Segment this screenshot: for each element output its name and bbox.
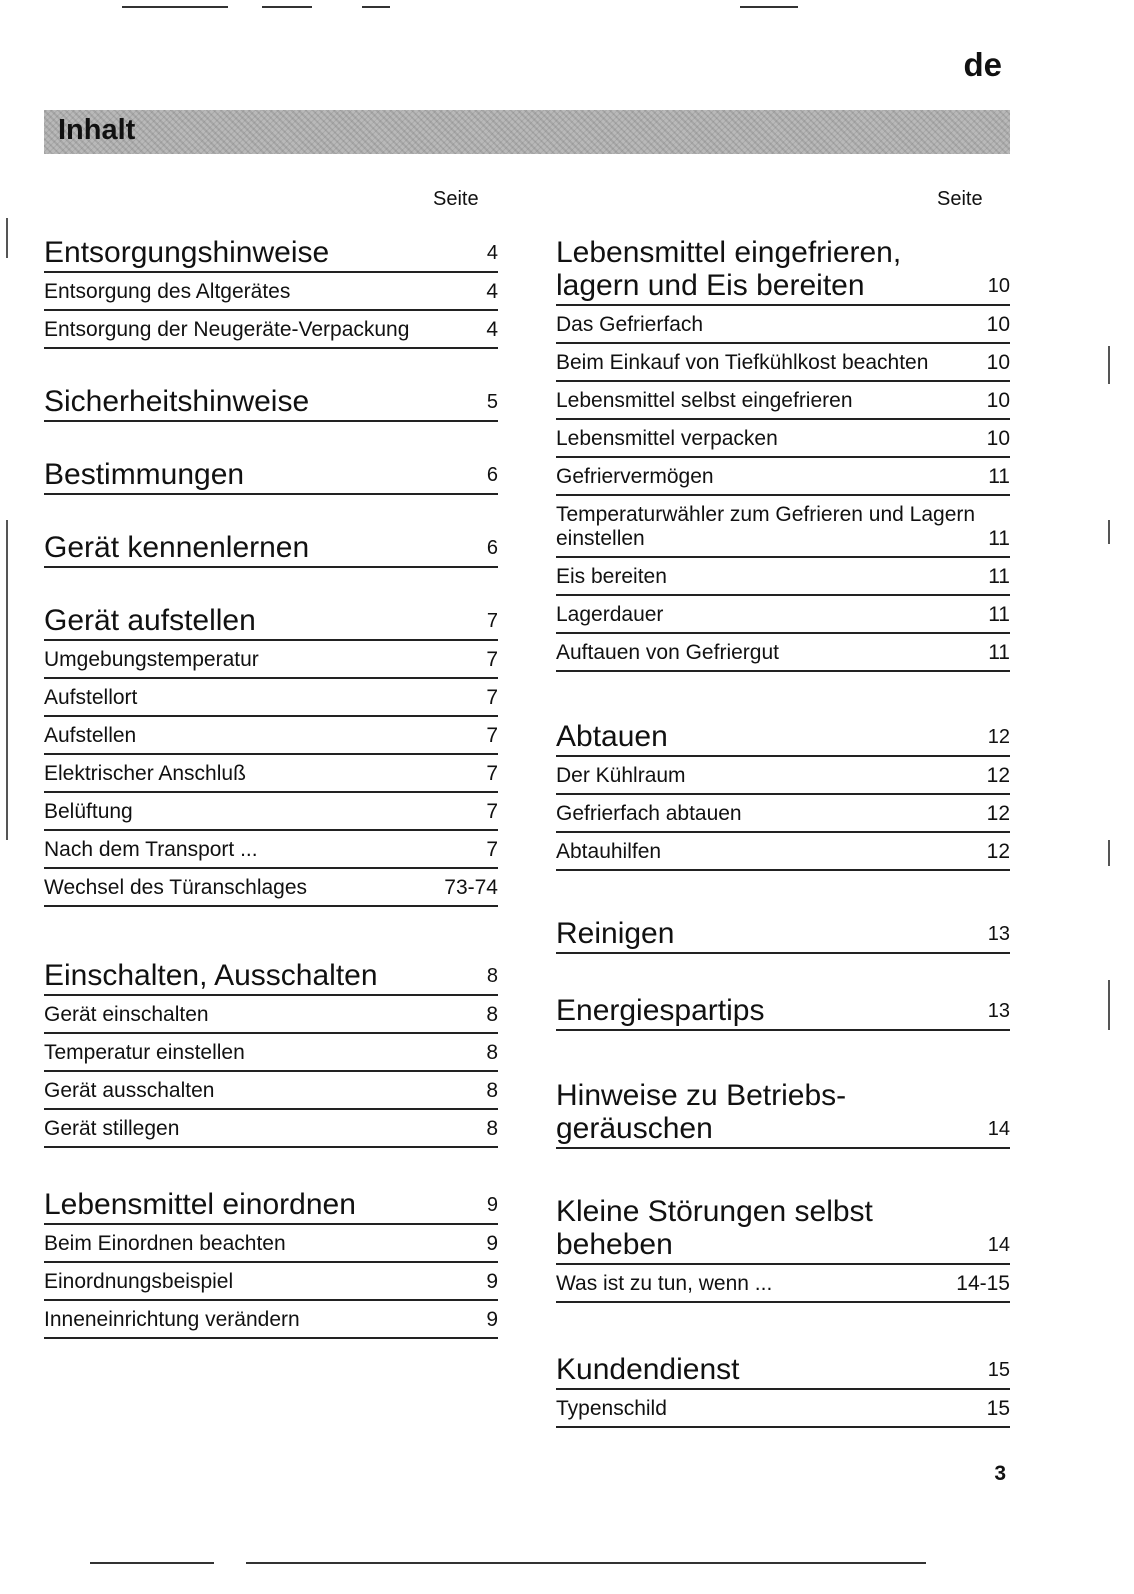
toc-entry-page: 12: [986, 840, 1010, 863]
toc-entry[interactable]: [44, 1225, 498, 1263]
toc-entry-page: 8: [486, 1117, 498, 1140]
scan-artifact-top-3: [362, 6, 390, 8]
toc-section: [556, 917, 1010, 954]
toc-right-column: [556, 236, 1010, 1428]
toc-section: [44, 1188, 498, 1339]
toc-entry[interactable]: [556, 795, 1010, 833]
toc-section-heading[interactable]: [556, 917, 1010, 954]
toc-entry[interactable]: [44, 793, 498, 831]
toc-entry-page: 7: [486, 686, 498, 709]
toc-entry-label: Entsorgung des Altgerätes: [44, 280, 291, 303]
toc-entry-page: 12: [986, 802, 1010, 825]
toc-entry-label: Einordnungsbeispiel: [44, 1270, 234, 1293]
toc-entry-page: 4: [486, 280, 498, 303]
toc-entry-label: Gerät einschalten: [44, 1003, 209, 1026]
toc-entry-page: 10: [986, 389, 1010, 412]
toc-entry[interactable]: [44, 1263, 498, 1301]
scan-artifact-top-4: [740, 6, 798, 8]
toc-entry-label: Beim Einordnen beachten: [44, 1232, 286, 1255]
toc-entry-page: 11: [988, 565, 1010, 588]
toc-entry-page: 11: [988, 465, 1010, 488]
toc-entry-label: Inneneinrichtung verändern: [44, 1308, 300, 1331]
toc-section-title: Abtauen: [556, 720, 668, 753]
toc-section-heading[interactable]: [44, 531, 498, 568]
toc-entry-page: 8: [486, 1041, 498, 1064]
toc-entry-label: Temperatur einstellen: [44, 1041, 245, 1064]
toc-section-heading[interactable]: [556, 236, 1010, 306]
toc-section-title: Energiespartips: [556, 994, 765, 1027]
toc-entry-label: Temperaturwähler zum Gefrieren und Lagern einstellen: [556, 503, 976, 550]
page-title: Inhalt: [58, 114, 136, 146]
toc-section: [556, 1353, 1010, 1428]
toc-entry[interactable]: [556, 757, 1010, 795]
toc-left-column: [44, 236, 498, 1339]
toc-entry-page: 7: [486, 838, 498, 861]
toc-section: [44, 458, 498, 495]
toc-entry[interactable]: [44, 717, 498, 755]
toc-entry[interactable]: [556, 1265, 1010, 1303]
toc-section-page: 14: [987, 1234, 1010, 1256]
toc-entry[interactable]: [556, 558, 1010, 596]
toc-entry-label: Aufstellen: [44, 724, 137, 747]
scan-artifact-top-1: [122, 6, 228, 8]
toc-section-title: Reinigen: [556, 917, 675, 950]
toc-section-heading[interactable]: [44, 959, 498, 996]
toc-section-title: Lebensmittel einordnen: [44, 1188, 356, 1221]
toc-entry-label: Elektrischer Anschluß: [44, 762, 246, 785]
toc-section-title: Kleine Störungen selbst beheben: [556, 1195, 873, 1261]
toc-entry-page: 12: [986, 764, 1010, 787]
page-column-header-left: Seite: [433, 188, 479, 210]
toc-entry[interactable]: [44, 311, 498, 349]
toc-section-page: 13: [987, 1000, 1010, 1022]
toc-entry[interactable]: [556, 420, 1010, 458]
toc-entry[interactable]: [44, 641, 498, 679]
toc-entry[interactable]: [44, 869, 498, 907]
toc-entry-page: 10: [986, 351, 1010, 374]
title-banner: [44, 110, 1010, 154]
toc-section-page: 14: [987, 1118, 1010, 1140]
toc-entry-page: 7: [486, 724, 498, 747]
toc-entry[interactable]: [44, 831, 498, 869]
toc-section-page: 6: [486, 537, 498, 559]
toc-entry-page: 10: [986, 427, 1010, 450]
toc-entry[interactable]: [44, 755, 498, 793]
toc-entry[interactable]: [44, 1034, 498, 1072]
scan-artifact-bottom-1: [90, 1562, 214, 1564]
toc-section-heading[interactable]: [556, 1079, 1010, 1149]
toc-section: [44, 959, 498, 1148]
scan-artifact-right-2: [1108, 520, 1110, 544]
toc-entry[interactable]: [44, 996, 498, 1034]
toc-section-heading[interactable]: [44, 458, 498, 495]
scan-artifact-left-2: [6, 520, 8, 840]
toc-section: [556, 236, 1010, 672]
toc-entry-label: Wechsel des Türanschlages: [44, 876, 308, 899]
toc-entry-page: 11: [988, 603, 1010, 626]
toc-section-heading[interactable]: [556, 994, 1010, 1031]
toc-entry-label: Umgebungstemperatur: [44, 648, 259, 671]
toc-entry-label: Was ist zu tun, wenn ...: [556, 1272, 773, 1295]
toc-section-page: 5: [486, 391, 498, 413]
toc-section-page: 6: [486, 464, 498, 486]
toc-entry[interactable]: [556, 344, 1010, 382]
toc-entry-label: Typenschild: [556, 1397, 667, 1420]
toc-entry-page: 8: [486, 1003, 498, 1026]
toc-entry[interactable]: [556, 1390, 1010, 1428]
toc-entry-label: Lebensmittel selbst eingefrieren: [556, 389, 853, 412]
scan-artifact-top-2: [262, 6, 312, 8]
toc-entry-page: 9: [486, 1270, 498, 1293]
toc-section-title: Gerät kennenlernen: [44, 531, 310, 564]
toc-section-heading[interactable]: [556, 720, 1010, 757]
toc-section-heading[interactable]: [556, 1195, 1010, 1265]
toc-section-title: Lebensmittel eingefrieren, lagern und Eis bereiten: [556, 236, 902, 302]
toc-entry-label: Das Gefrierfach: [556, 313, 704, 336]
toc-entry-page: 11: [988, 641, 1010, 664]
toc-entry-page: 11: [988, 527, 1010, 550]
toc-section-heading[interactable]: [44, 236, 498, 273]
toc-entry-label: Auftauen von Gefriergut: [556, 641, 779, 664]
toc-entry[interactable]: [556, 306, 1010, 344]
scan-artifact-bottom-2: [246, 1562, 926, 1564]
toc-section: [556, 994, 1010, 1031]
page-column-header-right: Seite: [937, 188, 983, 210]
toc-entry[interactable]: [556, 382, 1010, 420]
scan-artifact-right-3: [1108, 840, 1110, 866]
toc-entry-label: Nach dem Transport ...: [44, 838, 258, 861]
toc-section-heading[interactable]: [44, 385, 498, 422]
toc-entry-label: Gefrierfach abtauen: [556, 802, 742, 825]
toc-section-page: 4: [486, 242, 498, 264]
toc-entry-label: Beim Einkauf von Tiefkühlkost beachten: [556, 351, 929, 374]
toc-section-title: Hinweise zu Betriebs-geräuschen: [556, 1079, 847, 1145]
toc-entry-page: 15: [986, 1397, 1010, 1420]
toc-entry-page: 7: [486, 800, 498, 823]
toc-entry-label: Gerät stillegen: [44, 1117, 180, 1140]
toc-section-title: Sicherheitshinweise: [44, 385, 310, 418]
toc-entry[interactable]: [556, 496, 1010, 558]
toc-entry-page: 7: [486, 648, 498, 671]
scan-artifact-left-1: [6, 218, 8, 258]
toc-entry-page: 73-74: [444, 876, 498, 899]
toc-section-heading[interactable]: [556, 1353, 1010, 1390]
toc-entry-page: 10: [986, 313, 1010, 336]
toc-section-heading[interactable]: [44, 1188, 498, 1225]
toc-section: [44, 385, 498, 422]
toc-section-page: 15: [987, 1359, 1010, 1381]
toc-entry-label: Eis bereiten: [556, 565, 667, 588]
toc-section-title: Gerät aufstellen: [44, 604, 256, 637]
toc-entry-page: 7: [486, 762, 498, 785]
toc-entry-page: 9: [486, 1308, 498, 1331]
toc-entry-label: Aufstellort: [44, 686, 138, 709]
toc-entry-label: Lagerdauer: [556, 603, 664, 626]
toc-entry-label: Belüftung: [44, 800, 133, 823]
toc-section-page: 10: [987, 275, 1010, 297]
toc-section-title: Bestimmungen: [44, 458, 245, 491]
toc-entry[interactable]: [44, 273, 498, 311]
toc-section-title: Einschalten, Ausschalten: [44, 959, 378, 992]
scan-artifact-right-4: [1108, 980, 1110, 1030]
toc-entry[interactable]: [44, 1110, 498, 1148]
toc-entry[interactable]: [556, 634, 1010, 672]
toc-entry[interactable]: [556, 596, 1010, 634]
toc-entry-page: 4: [486, 318, 498, 341]
toc-entry[interactable]: [556, 458, 1010, 496]
toc-section: [556, 1195, 1010, 1303]
scan-artifact-right-1: [1108, 346, 1110, 384]
toc-entry-label: Gefriervermögen: [556, 465, 714, 488]
toc-entry-page: 8: [486, 1079, 498, 1102]
toc-entry-page: 14-15: [956, 1272, 1010, 1295]
toc-entry-page: 9: [486, 1232, 498, 1255]
toc-section-title: Kundendienst: [556, 1353, 740, 1386]
toc-entry[interactable]: [44, 1072, 498, 1110]
toc-section-page: 12: [987, 726, 1010, 748]
toc-entry[interactable]: [44, 1301, 498, 1339]
toc-section: [44, 604, 498, 907]
toc-section-page: 13: [987, 923, 1010, 945]
toc-section: [556, 1079, 1010, 1149]
toc-entry-label: Der Kühlraum: [556, 764, 686, 787]
toc-entry-label: Lebensmittel verpacken: [556, 427, 778, 450]
toc-section-title: Entsorgungshinweise: [44, 236, 330, 269]
toc-section: [556, 720, 1010, 871]
toc-entry[interactable]: [556, 833, 1010, 871]
language-code: de: [963, 46, 1002, 83]
toc-section: [44, 531, 498, 568]
toc-entry-label: Abtauhilfen: [556, 840, 662, 863]
toc-section-page: 9: [486, 1194, 498, 1216]
toc-entry-label: Entsorgung der Neugeräte-Verpackung: [44, 318, 410, 341]
page-number: 3: [994, 1462, 1006, 1485]
toc-entry[interactable]: [44, 679, 498, 717]
toc-section: [44, 236, 498, 349]
toc-section-heading[interactable]: [44, 604, 498, 641]
toc-section-page: 8: [486, 965, 498, 987]
toc-section-page: 7: [486, 610, 498, 632]
toc-entry-label: Gerät ausschalten: [44, 1079, 215, 1102]
